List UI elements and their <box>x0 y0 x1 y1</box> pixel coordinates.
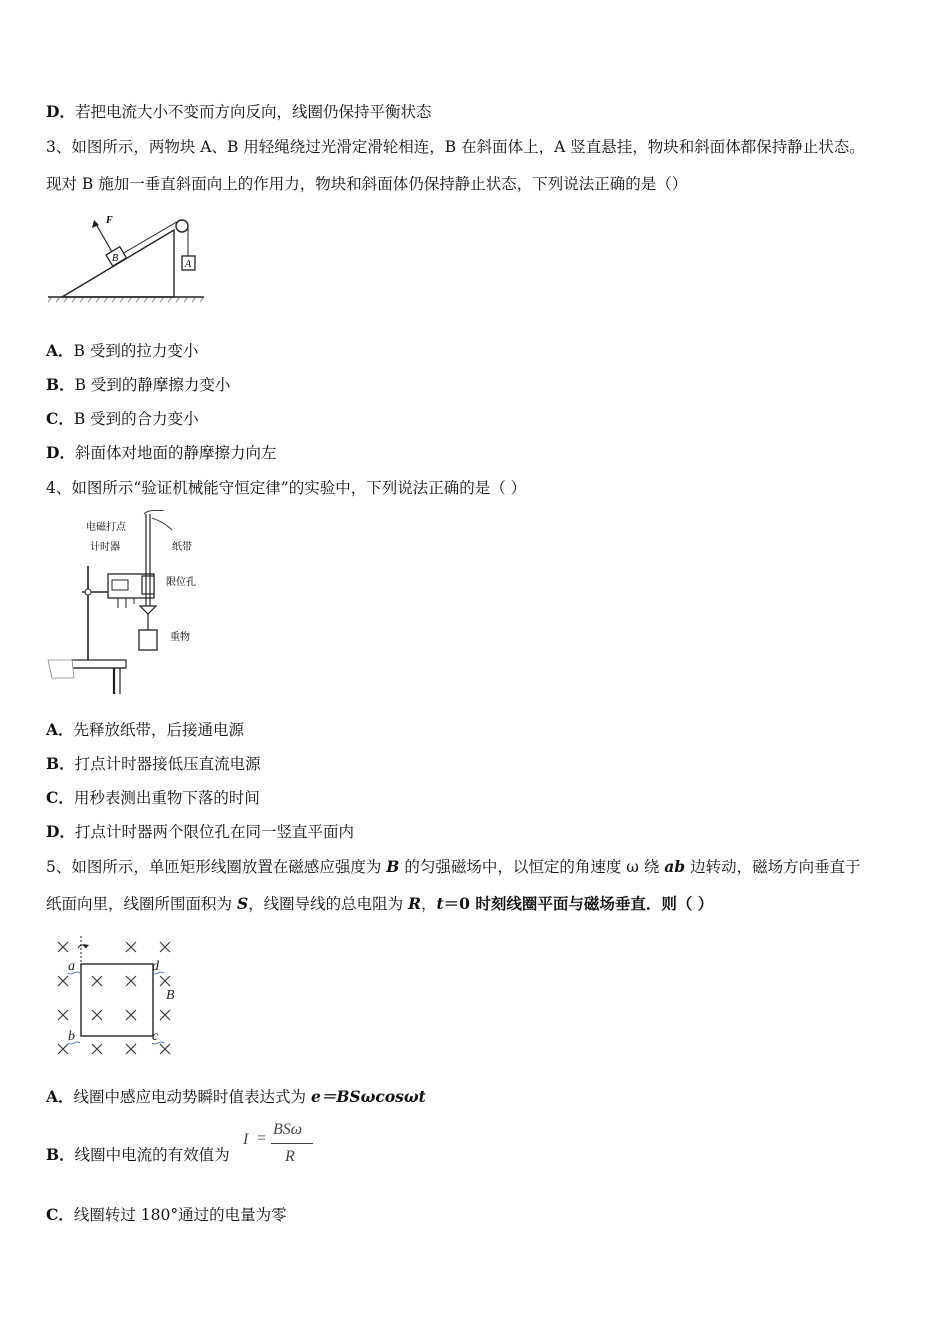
formula-denominator: R <box>285 1148 295 1165</box>
label-limit-hole: 限位孔 <box>166 577 196 588</box>
q4-option-d <box>46 822 354 842</box>
formula-current-rms <box>243 1119 323 1171</box>
stem-text: ＝0 时刻线圈平面与磁场垂直．则（ ） <box>443 894 714 913</box>
q5-option-a <box>46 1087 426 1107</box>
option-letter: A． <box>46 720 74 739</box>
q3-stem-line2: 现对 B 施加一垂直斜面向上的作用力，物块和斜面体仍保持静止状态，下列说法正确的是（） <box>46 175 688 193</box>
q3-option-d <box>46 443 276 463</box>
symbol-r: R <box>408 894 421 913</box>
option-letter: A． <box>46 341 74 360</box>
stem-text: 5、如图所示，单匝矩形线圈放置在磁感应强度为 <box>46 858 387 876</box>
q3-option-c <box>46 409 199 429</box>
q5-coil-figure <box>50 936 190 1062</box>
option-text: 用秒表测出重物下落的时间 <box>73 789 260 807</box>
symbol-ab: ab <box>664 857 686 876</box>
formula-numerator: BSω <box>273 1121 303 1138</box>
option-text: B 受到的拉力变小 <box>73 342 199 360</box>
option-text: 线圈中感应电动势瞬时值表达式为 <box>73 1088 311 1106</box>
q4-option-a <box>46 720 244 740</box>
stem-text: 纸面向里，线圈所围面积为 <box>46 895 237 913</box>
formula-eq: = <box>257 1130 267 1147</box>
q5-stem-line2 <box>46 894 713 914</box>
label-corner-d: d <box>152 959 159 974</box>
option-letter: B． <box>46 754 75 773</box>
option-letter: A． <box>46 1087 74 1106</box>
option-letter: D． <box>46 443 75 462</box>
label-corner-b: b <box>68 1029 75 1044</box>
formula-emf: e＝BSωcosωt <box>310 1087 426 1106</box>
stem-text: ，线圈导线的总电阻为 <box>248 895 409 913</box>
q4-stem: 4、如图所示“验证机械能守恒定律”的实验中，下列说法正确的是（ ） <box>46 479 527 497</box>
option-text: B 受到的合力变小 <box>73 410 199 428</box>
option-letter: C． <box>46 788 74 807</box>
q4-option-c <box>46 788 260 808</box>
option-text: 线圈转过 180°通过的电量为零 <box>73 1206 287 1224</box>
label-timer-line1: 电磁打点 <box>86 522 126 533</box>
q5-stem-line1 <box>46 857 861 877</box>
q2-option-d <box>46 102 431 122</box>
option-letter: B． <box>46 1145 75 1164</box>
q3-stem-line1: 3、如图所示，两物块 A、B 用轻绳绕过光滑定滑轮相连，B 在斜面体上，A 竖直悬挂，物块和斜面体都保持静止状态。 <box>46 138 865 156</box>
option-letter: D． <box>46 102 75 121</box>
formula-lhs: I <box>243 1131 249 1148</box>
label-timer-line2: 计时器 <box>90 542 120 553</box>
stem-text: 边转动，磁场方向垂直于 <box>685 858 861 876</box>
option-text: 若把电流大小不变而方向反向，线圈仍保持平衡状态 <box>74 103 432 121</box>
stem-text: ， <box>420 895 437 913</box>
option-text: 斜面体对地面的静摩擦力向左 <box>74 444 277 462</box>
option-text: B 受到的静摩擦力变小 <box>74 376 231 394</box>
option-text: 打点计时器接低压直流电源 <box>74 755 261 773</box>
symbol-b: B <box>386 857 400 876</box>
label-corner-c: c <box>152 1029 159 1044</box>
option-letter: C． <box>46 1205 74 1224</box>
q3-option-a <box>46 341 198 361</box>
label-tape: 纸带 <box>172 542 192 553</box>
q4-apparatus-figure <box>46 508 216 696</box>
label-block-a: A <box>185 259 192 270</box>
option-letter: B． <box>46 375 75 394</box>
option-text: 线圈中电流的有效值为 <box>74 1146 230 1164</box>
stem-text: 的匀强磁场中，以恒定的角速度 ω 绕 <box>399 858 665 876</box>
symbol-t: t <box>436 894 444 913</box>
q5-option-b <box>46 1145 230 1165</box>
q3-option-b <box>46 375 230 395</box>
label-force-f: F <box>106 215 113 226</box>
option-letter: C． <box>46 409 74 428</box>
option-text: 先释放纸带，后接通电源 <box>73 721 245 739</box>
option-letter: D． <box>46 822 75 841</box>
symbol-s: S <box>236 894 249 913</box>
fraction-bar <box>271 1143 313 1144</box>
option-text: 打点计时器两个限位孔在同一竖直平面内 <box>74 823 354 841</box>
q5-option-c <box>46 1205 287 1225</box>
q4-option-b <box>46 754 261 774</box>
label-corner-a: a <box>68 959 75 974</box>
label-weight: 重物 <box>170 632 190 643</box>
q3-incline-figure <box>46 208 206 308</box>
label-block-b: B <box>112 253 119 264</box>
label-field-b: B <box>166 988 175 1003</box>
